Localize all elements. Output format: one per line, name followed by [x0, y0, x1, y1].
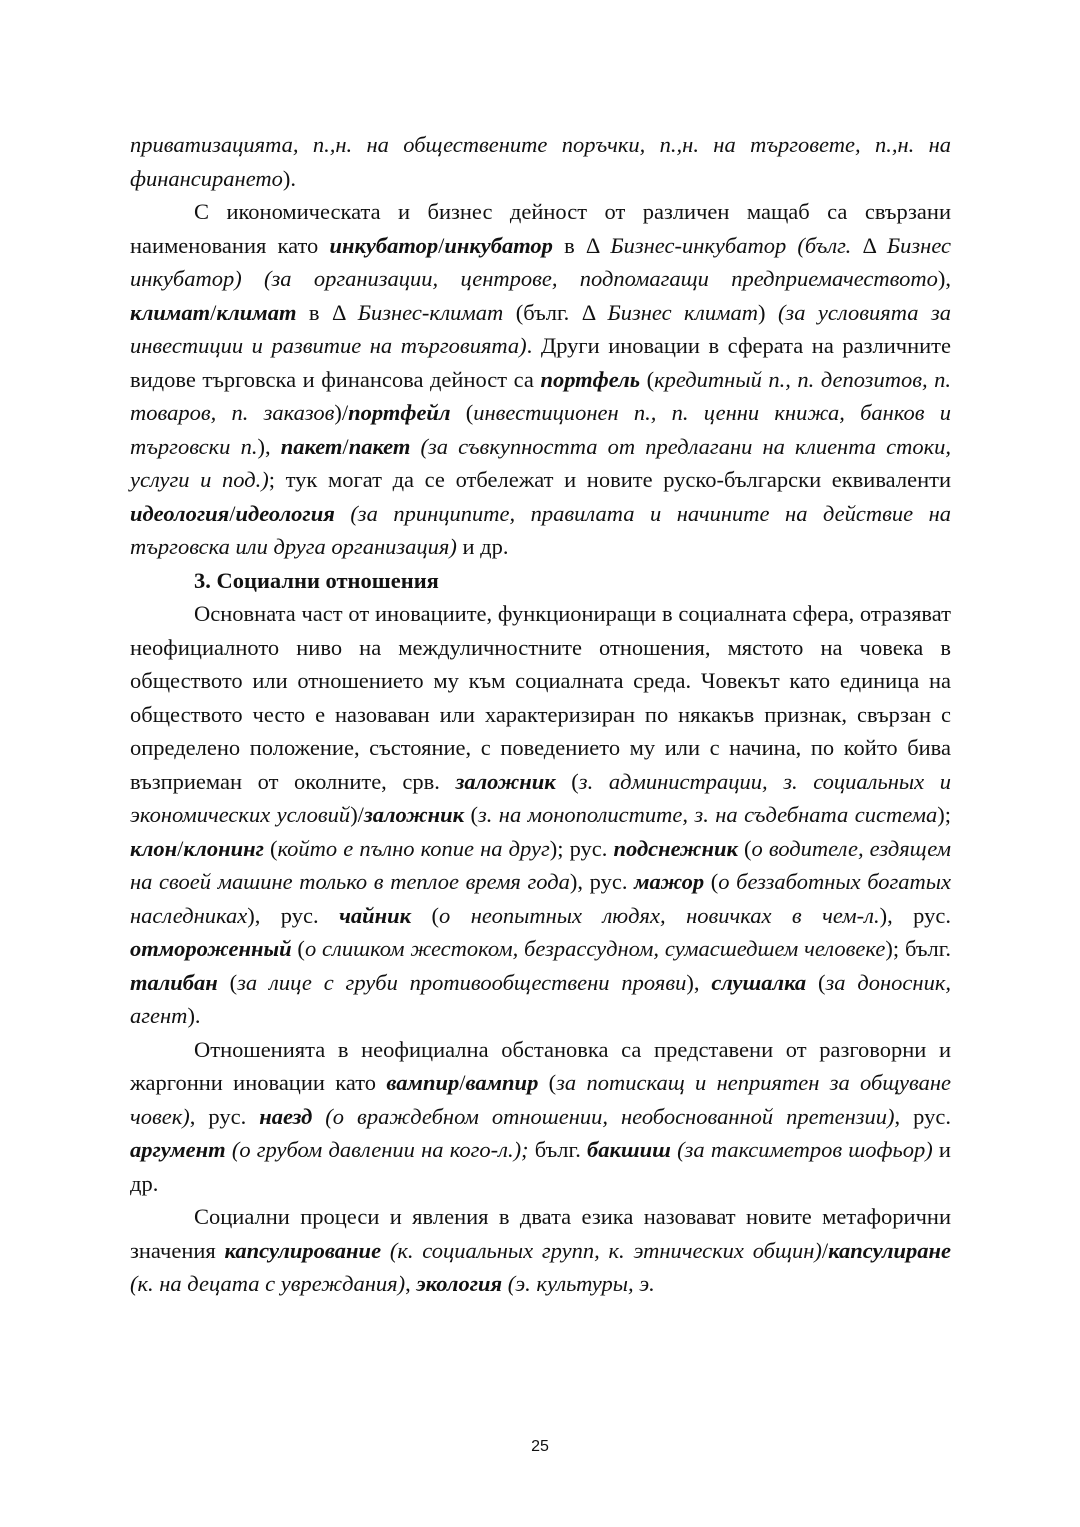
term: вампир — [386, 1070, 460, 1095]
term: экология — [416, 1271, 503, 1296]
text-run: ( — [217, 969, 238, 995]
text-run: ), рус. — [879, 902, 951, 928]
text-run: (бълг. Δ — [503, 299, 608, 325]
term: талибан — [130, 969, 218, 995]
term: слушалка — [711, 969, 807, 995]
term: заложник — [455, 768, 556, 794]
text-run: ). — [282, 165, 297, 191]
text-run: / — [821, 1237, 829, 1263]
term: заложник — [363, 802, 465, 827]
paragraph — [130, 1200, 951, 1301]
text-run: ( — [555, 768, 579, 794]
text-run: , — [405, 1271, 417, 1296]
gloss: (о враждебном отношении, необоснованной претензии) — [312, 1103, 895, 1129]
term: наезд — [259, 1103, 313, 1129]
term: климат — [130, 299, 211, 325]
gloss: Бизнес инкубатор) (за организации, центрове, подпомагащи предприемачеството — [130, 232, 951, 291]
term: капсулирование — [224, 1237, 382, 1263]
gloss: (за съвкупността от предлагани на клиента стоки, услуги и под.) — [130, 433, 952, 492]
gloss: (за принципите, правилата и начините на действие на търговска или друга организация) — [130, 500, 952, 559]
term: клонинг — [183, 835, 264, 861]
gloss: (о грубом давлении на кого-л.); — [225, 1137, 529, 1162]
gloss: кредитный п., п. депозитов, п. товаров, п. заказов — [130, 366, 951, 425]
term: климат — [216, 299, 297, 325]
gloss: о водителе, ездящем на своей машине только в теплое время года — [130, 835, 952, 894]
gloss: о неопытных людях, новичках в чем-л. — [439, 902, 880, 928]
text-run: бълг. — [528, 1137, 588, 1162]
text-run: / — [229, 500, 236, 526]
gloss: инвестиционен п., п. ценни книжа, банков и търговски п. — [130, 400, 951, 459]
page-number: 25 — [531, 1438, 549, 1455]
term: идеология — [130, 500, 230, 526]
text-run — [335, 501, 351, 526]
text-run: Основната част от иновациите, функциониращи в социалната сфера, отразяват неофициалното ниво на междуличностните отношения, мястото на човека в обществото или отношението му към социалната среда. Човекът като единица на обществото често е назоваван или характеризиран по някакъв признак, свързан с определено положение, състояние, с поведението му или с начина, по който бива възприеман от околните, срв. — [130, 601, 951, 794]
text-run: С икономическата и бизнес дейност от различен мащаб са свързани наименования като — [130, 199, 951, 258]
text-run: / — [342, 433, 349, 459]
text-run: ( — [291, 936, 305, 961]
term: капсулиране — [828, 1237, 951, 1263]
gloss: (за таксиметров шофьор) — [670, 1137, 933, 1162]
gloss: (к. социальных групп, к. этнических общин) — [381, 1237, 822, 1263]
gloss: (за условията за инвестиции и развитие на търговията) — [130, 299, 951, 358]
text-run: / — [438, 232, 445, 258]
text-run: в Δ — [552, 232, 611, 258]
text-run: )/ — [350, 802, 364, 827]
term: подснежник — [613, 835, 738, 861]
text-run: ( — [538, 1070, 557, 1095]
text-run: )/ — [334, 400, 349, 425]
term: инкубатор — [444, 232, 553, 258]
term: портфейл — [348, 400, 451, 425]
text-run: ), — [686, 969, 712, 995]
text-run: в Δ — [296, 299, 358, 325]
text-run: Социални процеси и явления в двата езика назовават новите метафорични значения — [130, 1204, 951, 1263]
gloss: о беззаботных богатых наследниках — [130, 869, 951, 928]
text-run: , рус. — [189, 1103, 260, 1129]
text-run: ) — [757, 299, 778, 325]
gloss: за лице с груби противообществени прояви — [237, 969, 687, 995]
gloss: за доносник, агент — [130, 969, 951, 1028]
gloss: за потискащ и неприятен за общуване човек) — [130, 1070, 952, 1129]
paragraph — [130, 195, 951, 564]
term: клон — [130, 835, 178, 861]
text-run: ); рус. — [549, 835, 614, 861]
document-page — [130, 128, 951, 1301]
text-run: Отношенията в неофициална обстановка са представени от разговорни и жаргонни иновации като — [130, 1036, 951, 1095]
text-run: ), — [937, 266, 951, 291]
gloss: (э. культуры, э. — [502, 1271, 655, 1296]
text-run: ( — [263, 835, 278, 861]
text-run: , рус. — [894, 1103, 951, 1129]
gloss: Бизнес-инкубатор (бълг. — [610, 232, 863, 258]
term: бакшиш — [587, 1137, 671, 1162]
text-run — [410, 434, 420, 459]
text-run: 3. Социални отношения — [194, 567, 439, 593]
text-run: ( — [704, 869, 719, 894]
term: идеология — [235, 500, 335, 526]
text-run: ( — [464, 802, 478, 827]
term: аргумент — [130, 1137, 226, 1162]
text-run: ), рус. — [569, 869, 635, 894]
text-run: и др. — [130, 1137, 951, 1196]
term: портфель — [540, 366, 641, 392]
text-run: ); — [937, 802, 951, 827]
text-run: / — [459, 1070, 466, 1095]
gloss: който е пълно копие на друг — [277, 835, 550, 861]
text-run: ; тук могат да се отбележат и новите руско-български еквиваленти — [268, 467, 951, 492]
term: вампир — [465, 1070, 539, 1095]
gloss: Бизнес-климат — [357, 299, 504, 325]
term: отмороженный — [130, 936, 292, 961]
text-run: ( — [806, 969, 826, 995]
term: инкубатор — [329, 232, 439, 258]
paragraph — [130, 128, 951, 195]
text-run: ), рус. — [247, 902, 340, 928]
term: пакет — [280, 433, 343, 459]
text-run: ). — [187, 1003, 201, 1028]
gloss: з. на монополистите, з. на съдебната система — [477, 802, 938, 827]
text-run: ); бълг. — [885, 936, 952, 961]
term: чайник — [339, 902, 412, 928]
term: пакет — [348, 433, 411, 459]
text-run: / — [210, 299, 217, 325]
text-run: / — [177, 835, 184, 861]
gloss: о слишком жестоком, безрассудном, сумасшедшем человеке — [304, 936, 886, 961]
gloss: з. администрации, з. социальных и экономических условий — [130, 768, 951, 827]
paragraph — [130, 1033, 951, 1201]
term: мажор — [634, 869, 705, 894]
text-run: ( — [411, 902, 440, 928]
text-run: и др. — [456, 534, 509, 559]
section-heading — [130, 564, 951, 598]
text-run: . Други иновации в сферата на различните видове търговска и финансова дейност са — [130, 333, 951, 392]
paragraph — [130, 597, 951, 1033]
text-run: Δ — [862, 232, 887, 258]
text-run: ), — [257, 433, 281, 459]
gloss: приватизацията, п.,н. на обществените поръчки, п.,н. на търговете, п.,н. на финансирането — [130, 132, 951, 191]
text-run: ( — [640, 366, 655, 392]
gloss: Бизнес климат — [607, 299, 758, 325]
gloss: (к. на децата с увреждания) — [130, 1271, 406, 1296]
text-run: ( — [737, 835, 752, 861]
text-run: ( — [450, 400, 474, 425]
